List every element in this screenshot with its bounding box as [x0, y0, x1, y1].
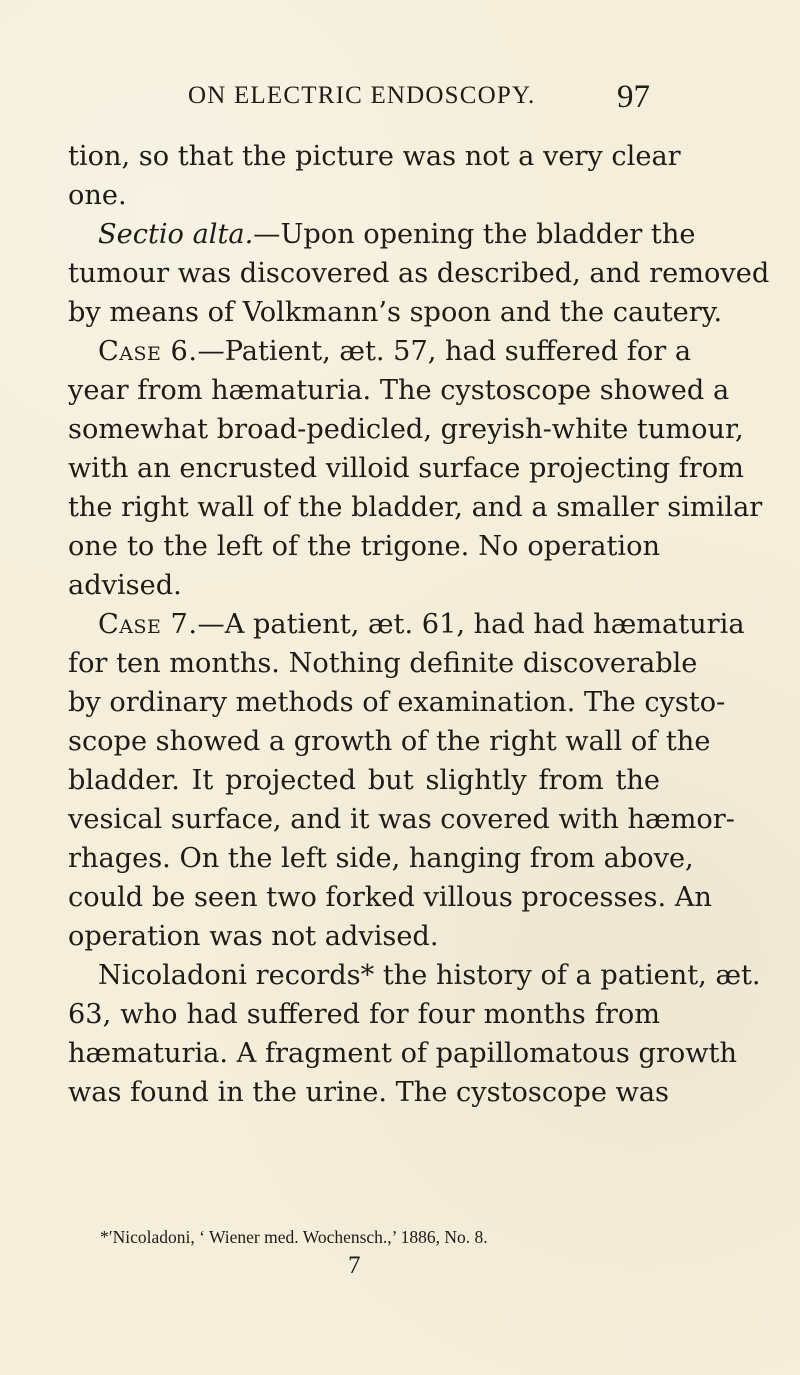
footnote: *′Nicoladoni, ‘ Wiener med. Wochensch.,’ 1886, No. 8.: [100, 1227, 488, 1247]
page-header: [0, 79, 800, 122]
main-text: [68, 137, 770, 1112]
case-6-label: Case 6.: [98, 336, 198, 367]
text-line-3: [68, 215, 696, 254]
text-line-24: hæmaturia. A fragment of papillomatous growth: [68, 1038, 737, 1069]
text-line-2: one.: [68, 180, 127, 211]
text-line-4: tumour was discovered as described, and removed: [68, 258, 770, 289]
text-line-8: somewhat broad-pedicled, greyish-white tumour,: [68, 414, 744, 445]
text-line-21: operation was not advised.: [68, 921, 439, 952]
text-line-23: 63, who had suffered for four months from: [68, 999, 660, 1030]
page-number: 97: [617, 79, 650, 115]
text-line-16: scope showed a growth of the right wall of the: [68, 726, 711, 757]
text-line-12: advised.: [68, 570, 182, 601]
text-line-20: could be seen two forked villous processes. An: [68, 882, 712, 913]
text-line-14: for ten months. Nothing definite discoverable: [68, 648, 698, 679]
text-line-9: with an encrusted villoid surface projecting from: [68, 453, 744, 484]
line-13-text: —A patient, æt. 61, had had hæmaturia: [197, 609, 745, 640]
text-line-13: [68, 605, 745, 644]
signature-mark: 7: [348, 1252, 361, 1279]
text-line-22: Nicoladoni records* the history of a patient, æt.: [98, 960, 761, 991]
text-line-6: [68, 332, 692, 371]
section-heading-sectio-alta: Sectio alta.: [98, 219, 254, 250]
text-line-7: year from hæmaturia. The cystoscope showed a: [68, 375, 730, 406]
text-line-17: bladder. It projected but slightly from the: [68, 765, 660, 796]
text-line-10: the right wall of the bladder, and a smaller similar: [68, 492, 763, 523]
running-head: ON ELECTRIC ENDOSCOPY.: [188, 82, 536, 109]
text-line-11: one to the left of the trigone. No operation: [68, 531, 660, 562]
case-7-label: Case 7.: [98, 609, 198, 640]
text-line-18: vesical surface, and it was covered with hæmor-: [68, 804, 735, 835]
text-line-1: tion, so that the picture was not a very clear: [68, 141, 681, 172]
line-6-text: —Patient, æt. 57, had suffered for a: [197, 336, 692, 367]
text-line-5: by means of Volkmann’s spoon and the cautery.: [68, 297, 723, 328]
text-line-19: rhages. On the left side, hanging from above,: [68, 843, 694, 874]
line-3-text: —Upon opening the bladder the: [253, 219, 696, 250]
text-line-25: was found in the urine. The cystoscope was: [68, 1077, 669, 1108]
text-line-15: by ordinary methods of examination. The cysto-: [68, 687, 726, 718]
